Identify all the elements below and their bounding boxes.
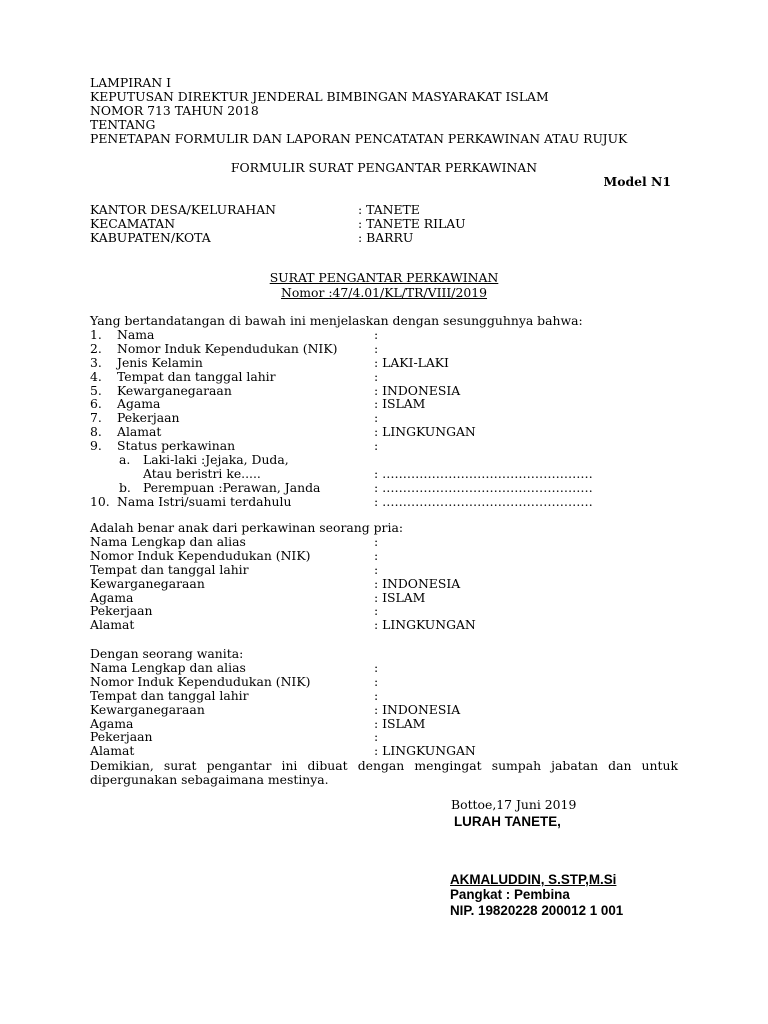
- office-row: [90, 217, 510, 231]
- item-label: Nomor Induk Kependudukan (NIK): [117, 340, 338, 356]
- list-item: [90, 563, 650, 577]
- item-label: Status perkawinan: [117, 438, 236, 454]
- list-item: [90, 481, 650, 495]
- subject-list: [90, 328, 650, 509]
- list-item: [90, 384, 650, 398]
- list-item: [90, 604, 650, 618]
- letter-number: [0, 286, 768, 300]
- list-item: [90, 618, 650, 632]
- item-label: Tempat dan tanggal lahir: [90, 687, 249, 703]
- list-item: [90, 730, 650, 744]
- item-value: :: [374, 438, 379, 454]
- item-value: : INDONESIA: [374, 701, 461, 717]
- item-value: :: [374, 660, 379, 675]
- list-item: [90, 703, 650, 717]
- list-item: [90, 453, 650, 467]
- list-item: [90, 411, 650, 425]
- father-intro: Adalah benar anak dari perkawinan seorang pria:: [90, 520, 404, 535]
- header-line: PENETAPAN FORMULIR DAN LAPORAN PENCATATAN PERKAWINAN ATAU RUJUK: [90, 130, 628, 146]
- item-label: Tempat dan tanggal lahir: [117, 368, 276, 384]
- item-value: :: [374, 327, 379, 342]
- letter-number-text: Nomor :47/4.01/KL/TR/VIII/2019: [280, 285, 488, 300]
- header-block: [90, 76, 627, 145]
- office-block: [90, 203, 510, 245]
- item-value: :: [374, 534, 379, 549]
- item-label: Pekerjaan: [90, 603, 153, 619]
- list-item: [90, 744, 650, 758]
- item-number: 9.: [90, 438, 102, 454]
- item-label: Agama: [90, 715, 134, 731]
- item-label: Alamat: [117, 424, 162, 440]
- office-label: KABUPATEN/KOTA: [90, 229, 211, 245]
- list-item: [90, 467, 650, 481]
- item-value: : LINGKUNGAN: [374, 743, 476, 759]
- model-label: Model N1: [603, 174, 671, 189]
- list-item: [90, 342, 650, 356]
- item-number: 2.: [90, 340, 102, 356]
- office-label: KANTOR DESA/KELURAHAN: [90, 202, 276, 217]
- list-item: [90, 328, 650, 342]
- item-label: Kewarganegaraan: [90, 575, 205, 591]
- list-item: [90, 577, 650, 591]
- item-value: :: [374, 687, 379, 703]
- list-item: [90, 425, 650, 439]
- list-item: [90, 591, 650, 605]
- intro-text: Yang bertandatangan di bawah ini menjelaskan dengan sesungguhnya bahwa:: [90, 313, 583, 328]
- list-item: [90, 370, 650, 384]
- item-number: 1.: [90, 327, 102, 342]
- list-item: [90, 549, 650, 563]
- father-list: [90, 535, 650, 632]
- item-label: Tempat dan tanggal lahir: [90, 561, 249, 577]
- item-value: : ISLAM: [374, 589, 426, 605]
- item-label: Nama Lengkap dan alias: [90, 660, 246, 675]
- item-number: 8.: [90, 424, 102, 440]
- item-label: Agama: [117, 396, 161, 412]
- signer-name: AKMALUDDIN, S.STP,M.Si: [450, 872, 617, 887]
- sub-item-letter: b.: [119, 479, 131, 495]
- sub-item-value: : ……………………………………………: [374, 465, 593, 481]
- item-value: : ……………………………………………: [374, 493, 593, 509]
- list-item: [90, 495, 650, 509]
- item-label: Nama Istri/suami terdahulu: [117, 493, 292, 509]
- signer-nip: NIP. 19820228 200012 1 001: [450, 903, 624, 918]
- item-value: : ISLAM: [374, 715, 426, 731]
- list-item: [90, 397, 650, 411]
- letter-title-text: SURAT PENGANTAR PERKAWINAN: [269, 270, 499, 285]
- item-value: :: [374, 368, 379, 384]
- item-label: Agama: [90, 589, 134, 605]
- sub-item-value: : ……………………………………………: [374, 479, 593, 495]
- office-row: [90, 203, 510, 217]
- signer-rank: Pangkat : Pembina: [450, 887, 570, 902]
- header-line: LAMPIRAN I: [90, 75, 172, 90]
- signer-position: LURAH TANETE,: [454, 814, 561, 829]
- item-value: :: [374, 603, 379, 619]
- item-number: 3.: [90, 354, 102, 370]
- item-label: Nama Lengkap dan alias: [90, 534, 246, 549]
- item-label: Pekerjaan: [90, 729, 153, 745]
- mother-list: [90, 661, 650, 758]
- item-value: : LAKI-LAKI: [374, 354, 449, 370]
- item-number: 4.: [90, 368, 102, 384]
- sub-item-label: Laki-laki :Jejaka, Duda,: [143, 452, 289, 468]
- item-value: :: [374, 729, 379, 745]
- item-value: : INDONESIA: [374, 382, 461, 398]
- office-value: : TANETE RILAU: [358, 215, 466, 231]
- item-value: :: [374, 547, 379, 563]
- item-label: Pekerjaan: [117, 410, 180, 426]
- item-label: Kewarganegaraan: [90, 701, 205, 717]
- item-value: : LINGKUNGAN: [374, 617, 476, 633]
- item-value: :: [374, 410, 379, 426]
- item-label: Nomor Induk Kependudukan (NIK): [90, 673, 311, 689]
- list-item: [90, 535, 650, 549]
- office-label: KECAMATAN: [90, 215, 176, 231]
- office-value: : TANETE: [358, 202, 420, 217]
- item-value: : INDONESIA: [374, 575, 461, 591]
- list-item: [90, 356, 650, 370]
- header-line: TENTANG: [90, 116, 156, 132]
- list-item: [90, 661, 650, 675]
- list-item: [90, 675, 650, 689]
- item-label: Alamat: [90, 617, 135, 633]
- item-number: 6.: [90, 396, 102, 412]
- sub-item-label: Perempuan :Perawan, Janda: [143, 479, 321, 495]
- item-label: Nomor Induk Kependudukan (NIK): [90, 547, 311, 563]
- item-number: 7.: [90, 410, 102, 426]
- sub-item-label: Atau beristri ke.....: [143, 465, 261, 481]
- item-value: :: [374, 673, 379, 689]
- office-value: : BARRU: [358, 229, 414, 245]
- sub-item-letter: a.: [119, 452, 131, 468]
- office-row: [90, 231, 510, 245]
- item-value: : LINGKUNGAN: [374, 424, 476, 440]
- header-line: KEPUTUSAN DIREKTUR JENDERAL BIMBINGAN MASYARAKAT ISLAM: [90, 88, 549, 104]
- form-title: FORMULIR SURAT PENGANTAR PERKAWINAN: [230, 160, 538, 175]
- letter-title: [0, 271, 768, 285]
- list-item: [90, 439, 650, 453]
- header-line: NOMOR 713 TAHUN 2018: [90, 102, 259, 118]
- item-value: : ISLAM: [374, 396, 426, 412]
- mother-intro: Dengan seorang wanita:: [90, 646, 244, 661]
- item-number: 10.: [90, 493, 110, 509]
- item-value: :: [374, 340, 379, 356]
- item-label: Jenis Kelamin: [117, 354, 203, 370]
- closing-paragraph: Demikian, surat pengantar ini dibuat dengan mengingat sumpah jabatan dan untuk dipergunakan sebagaimana mestinya.: [90, 758, 678, 787]
- item-label: Alamat: [90, 743, 135, 759]
- list-item: [90, 689, 650, 703]
- place-date: Bottoe,17 Juni 2019: [451, 797, 577, 812]
- item-label: Nama: [117, 327, 155, 342]
- item-number: 5.: [90, 382, 102, 398]
- list-item: [90, 717, 650, 731]
- item-value: :: [374, 561, 379, 577]
- item-label: Kewarganegaraan: [117, 382, 232, 398]
